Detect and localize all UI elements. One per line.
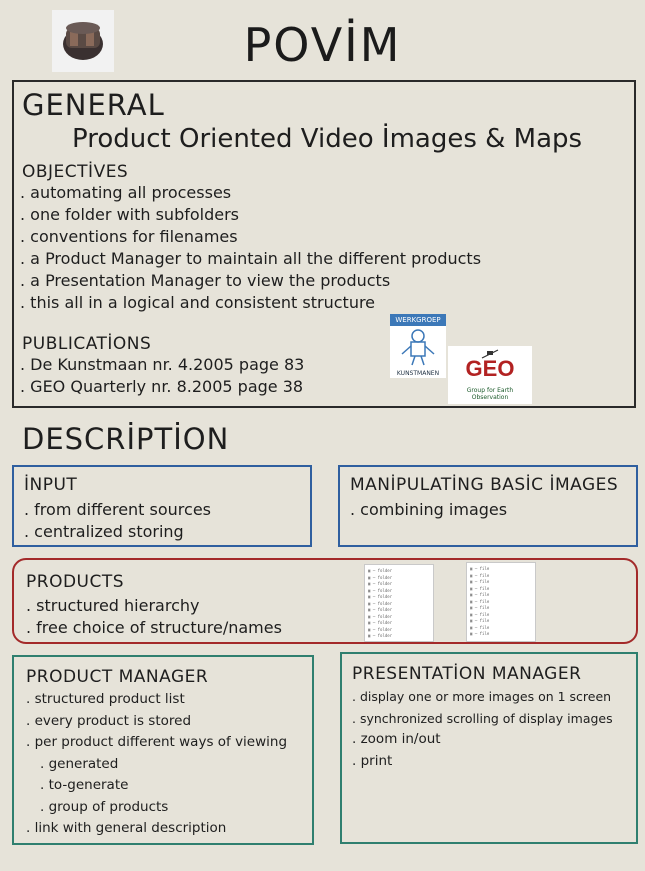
products-heading: PRODUCTS [26, 572, 125, 592]
list-item: . a Presentation Manager to view the products [20, 271, 391, 290]
manipulating-list [350, 499, 507, 521]
publications-heading: PUBLICATİONS [22, 334, 152, 354]
objectives-heading: OBJECTİVES [22, 162, 129, 182]
list-item: . automating all processes [20, 183, 232, 202]
list-item: . group of products [40, 798, 169, 815]
satellite-icon [478, 348, 502, 360]
folder-tree-screenshot: ▣ ─ folder ▣ ─ folder ▣ ─ folder ▣ ─ folder ▣ ─ folder ▣ ─ folder ▣ ─ folder ▣ ─ folder ▣ ─ folder ▣ ─ folder ▣ ─ folder [364, 564, 434, 642]
description-heading: DESCRİPTİON [22, 422, 230, 456]
product-manager-heading: PRODUCT MANAGER [26, 667, 209, 687]
list-item: . combining images [350, 500, 508, 519]
list-item: . GEO Quarterly nr. 8.2005 page 38 [20, 377, 304, 396]
list-item: . every product is stored [26, 712, 192, 729]
products-list [26, 595, 282, 639]
list-item: . free choice of structure/names [26, 618, 282, 637]
general-subtitle: Product Oriented Video İmages & Maps [72, 124, 583, 154]
general-panel [12, 80, 636, 408]
list-item: . structured product list [26, 691, 185, 707]
geo-logo-text: GEO [465, 356, 515, 381]
manipulating-heading: MANİPULATİNG BASİC İMAGES [350, 475, 619, 495]
logo-bottom-text: KUNSTMANEN [396, 370, 440, 377]
objectives-list [20, 182, 481, 314]
geo-tagline: Group for Earth Observation [466, 387, 514, 401]
list-item: . centralized storing [24, 522, 184, 541]
list-item: . synchronized scrolling of display images [352, 710, 613, 726]
presentation-manager-heading: PRESENTATİON MANAGER [352, 664, 582, 684]
list-item: . a Product Manager to maintain all the different products [20, 249, 482, 268]
astronaut-icon [390, 326, 446, 366]
input-panel [12, 465, 312, 547]
general-heading: GENERAL [22, 88, 165, 122]
publications-list [20, 354, 304, 398]
list-item: . link with general description [26, 820, 227, 836]
input-list [24, 499, 211, 543]
list-item: . from different sources [24, 500, 211, 519]
werkgroep-logo [390, 314, 446, 378]
list-item: . conventions for filenames [20, 227, 238, 246]
manipulating-panel [338, 465, 638, 547]
product-manager-list [26, 689, 287, 840]
list-item: . De Kunstmaan nr. 4.2005 page 83 [20, 355, 305, 374]
list-item: . one folder with subfolders [20, 205, 240, 224]
list-item: . structured hierarchy [26, 596, 200, 615]
list-item: . generated [40, 755, 119, 772]
list-item: . per product different ways of viewing [26, 734, 288, 750]
list-item: . to-generate [40, 777, 129, 793]
presentation-manager-list [352, 686, 613, 772]
list-item: . display one or more images on 1 screen [352, 689, 612, 704]
presentation-manager-panel [340, 652, 638, 844]
file-list-screenshot: ▣ ─ file ▣ ─ file ▣ ─ file ▣ ─ file ▣ ─ file ▣ ─ file ▣ ─ file ▣ ─ file ▣ ─ file ▣ ─ file ▣ ─ file [466, 562, 536, 642]
products-panel [12, 558, 638, 644]
input-heading: İNPUT [24, 475, 78, 495]
geo-logo [448, 346, 532, 404]
list-item: . zoom in/out [352, 731, 441, 747]
product-manager-panel [12, 655, 314, 845]
list-item: . print [352, 752, 393, 769]
logo-top-text: WERKGROEP [390, 314, 446, 326]
list-item: . this all in a logical and consistent structure [20, 293, 376, 312]
page-title: POVİM [243, 18, 402, 72]
